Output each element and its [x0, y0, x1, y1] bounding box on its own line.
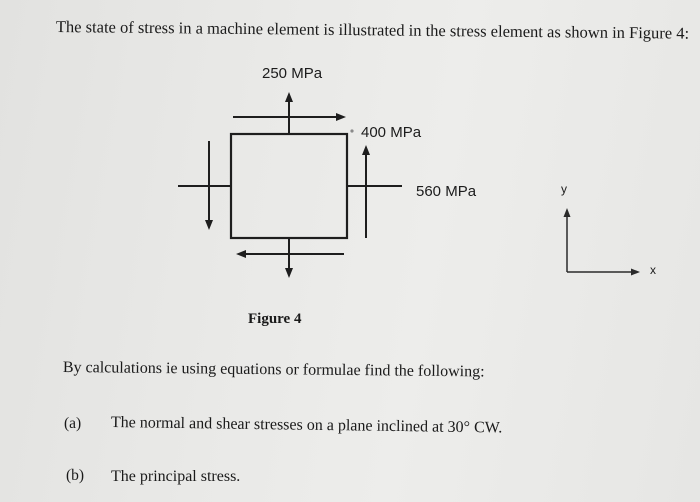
- y-axis-label: y: [561, 182, 567, 196]
- left-shear-arrowhead: [205, 220, 213, 230]
- leader-dot: [350, 129, 353, 132]
- top-stress-label: 250 MPa: [262, 65, 323, 82]
- part-a-text: The normal and shear stresses on a plane inclined at 30° CW.: [110, 414, 503, 437]
- part-b-marker: (b): [66, 467, 85, 484]
- shear-stress-label: 400 MPa: [361, 124, 422, 141]
- side-stress-label: 560 MPa: [416, 183, 477, 200]
- top-shear-arrowhead: [336, 113, 346, 121]
- y-axis-arrowhead: [564, 208, 571, 217]
- part-b-text: The principal stress.: [111, 468, 241, 485]
- bottom-shear-arrowhead: [236, 250, 246, 258]
- intro-text: The state of stress in a machine element is illustrated in the stress element as shown in Figure 4:: [55, 17, 690, 43]
- figure-caption: Figure 4: [248, 311, 302, 327]
- instruction-text: By calculations ie using equations or formulae find the following:: [62, 359, 485, 381]
- part-a-marker: (a): [64, 415, 82, 432]
- top-normal-arrowhead: [285, 92, 293, 102]
- x-axis-arrowhead: [631, 269, 640, 276]
- bottom-normal-arrowhead: [285, 268, 293, 278]
- right-shear-arrowhead: [362, 145, 370, 155]
- x-axis-label: x: [650, 263, 656, 277]
- stress-element-square: [231, 134, 347, 238]
